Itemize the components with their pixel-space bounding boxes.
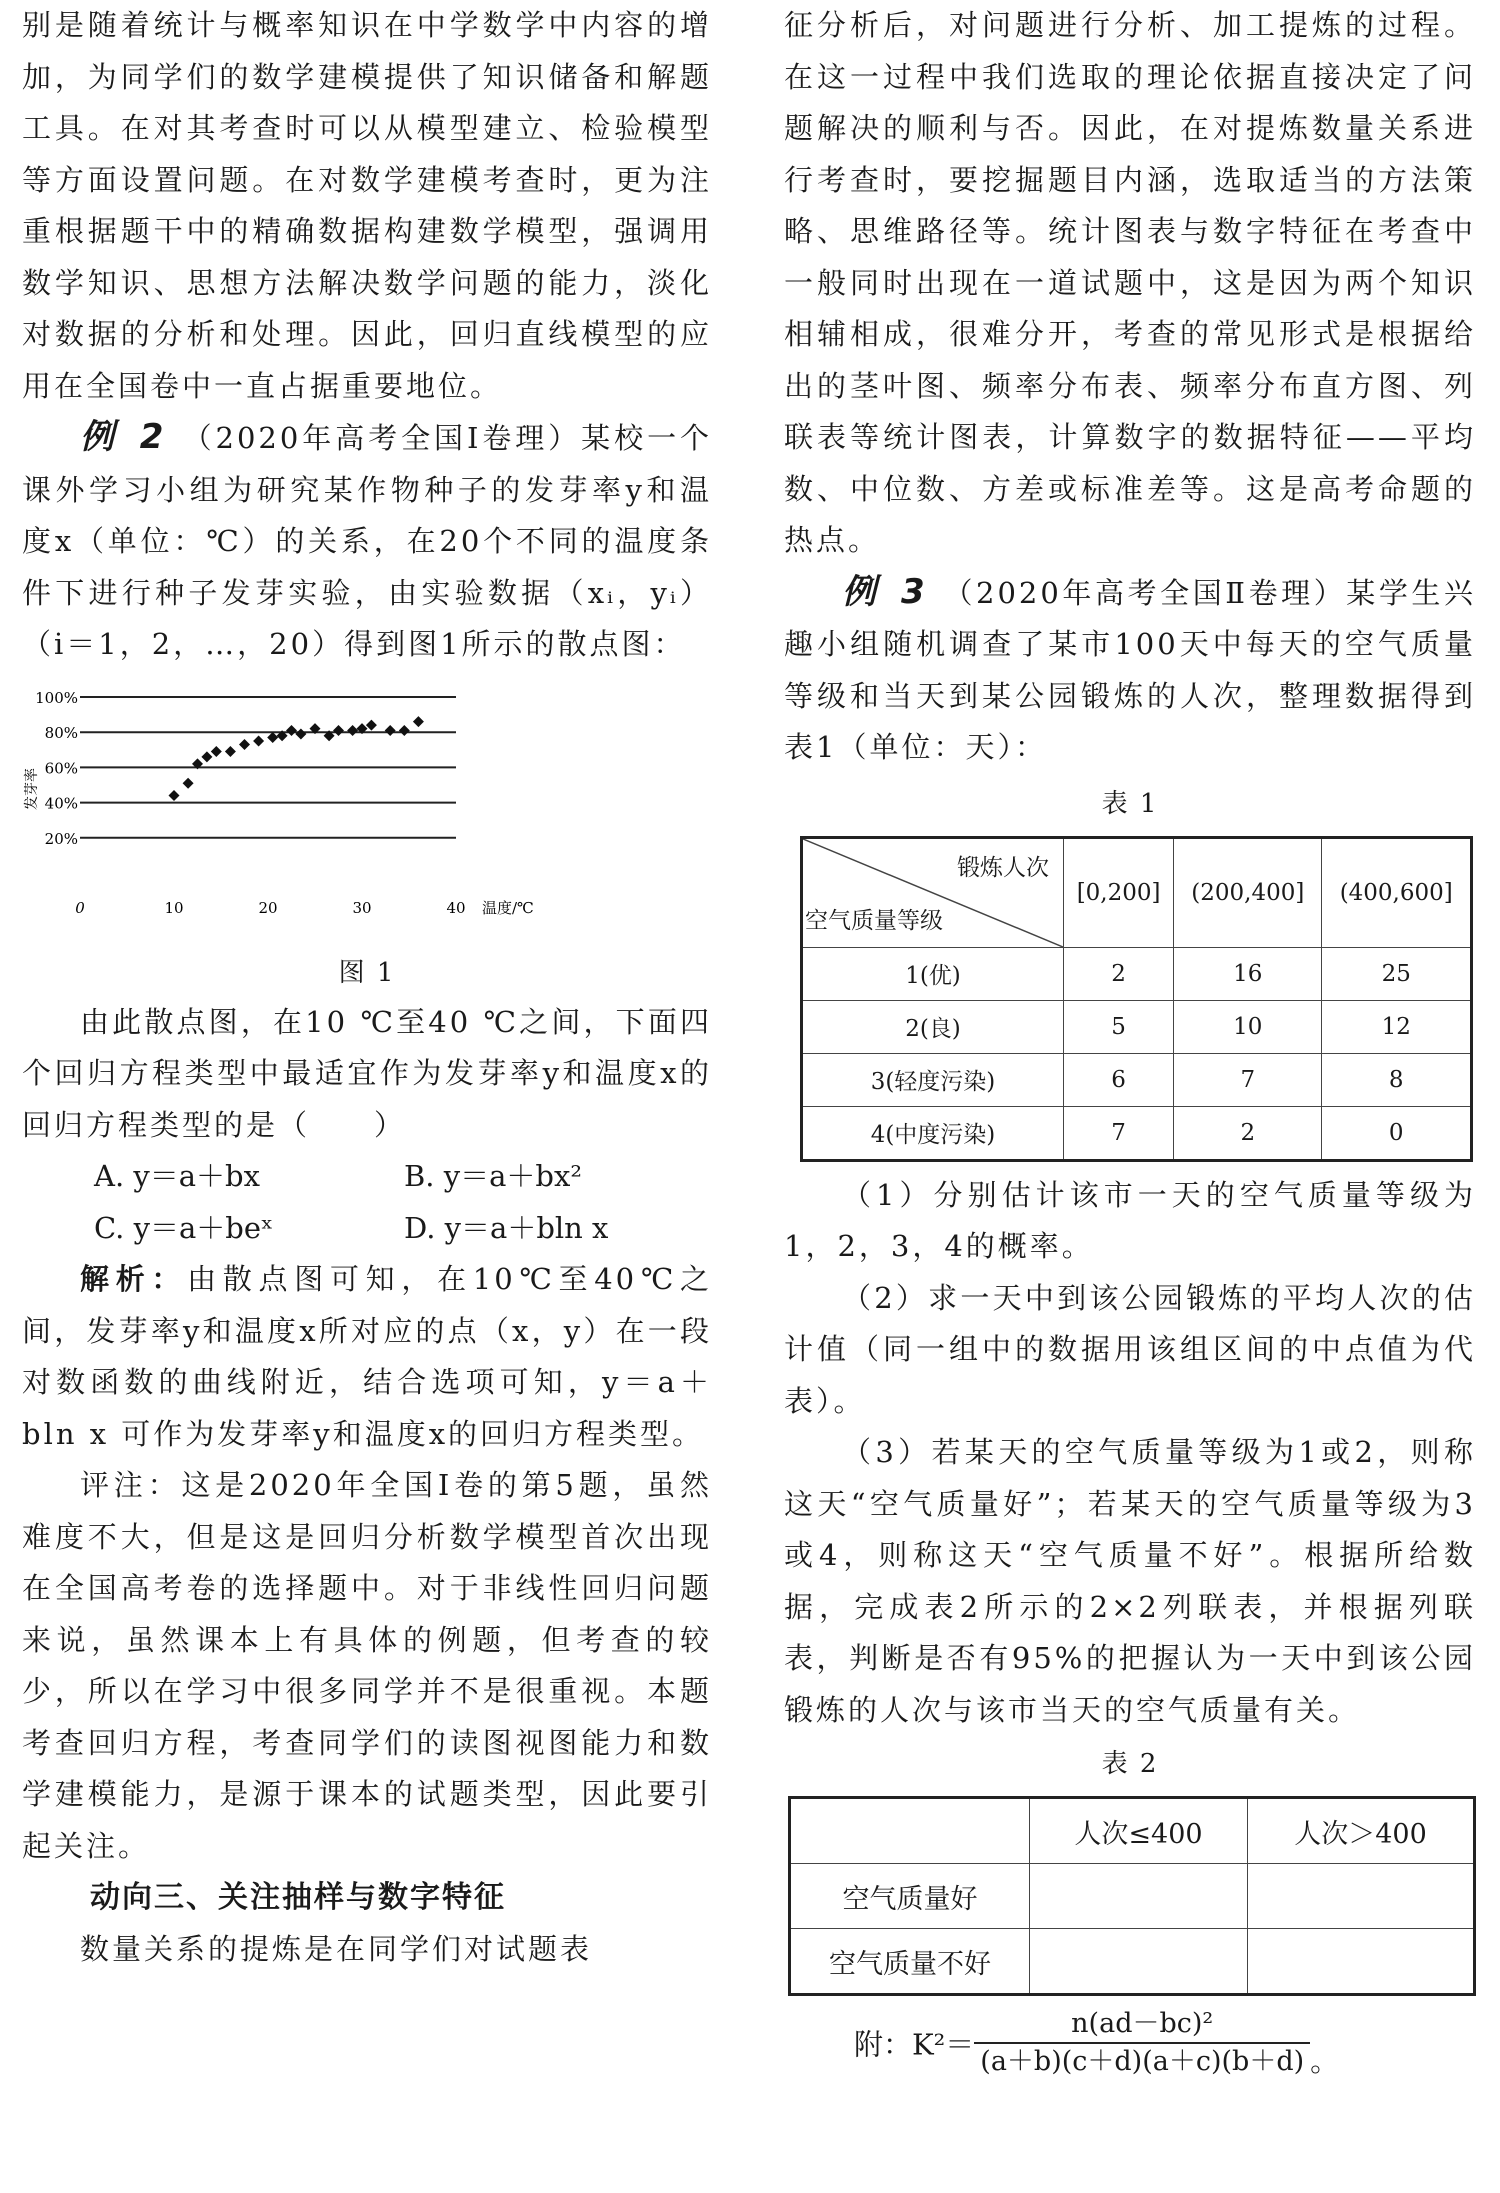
y-tick-label: 40% [44, 794, 78, 813]
scatter-plot-svg [22, 687, 722, 941]
table-row [802, 947, 1472, 1000]
formula [784, 2006, 1476, 2080]
formula-suffix: 。 [1310, 2044, 1340, 2078]
table-header-cell: [0,200] [1064, 837, 1174, 947]
table-row [790, 1798, 1475, 1864]
table-cell: 5 [1064, 1000, 1174, 1053]
data-point [286, 724, 297, 735]
table-cell: 7 [1064, 1106, 1174, 1160]
example-text: （2020年高考全国Ⅱ卷理）某学生兴趣小组随机调查了某市100天中每天的空气质量等级和当天到某公园锻炼的人次，整理数据得到表1（单位：天）： [784, 575, 1477, 764]
options [22, 1151, 712, 1254]
question-3: （3）若某天的空气质量等级为1或2，则称这天“空气质量好”；若某天的空气质量等级为3或4，则称这天“空气质量不好”。根据所给数据，完成表2所示的2×2列联表，并根据列联表，判断是否有95%的把握认为一天中到该公园锻炼的人次与该市当天的空气质量有关。 [784, 1435, 1476, 1727]
left-column [22, 0, 712, 1976]
x-tick-label: 20 [258, 898, 278, 917]
table-row [802, 1053, 1472, 1106]
table1-title: 表 1 [1101, 788, 1159, 819]
example-text: （2020年高考全国Ⅰ卷理）某校一个课外学习小组为研究某作物种子的发芽率y和温度x（单位：℃）的关系，在20个不同的温度条件下进行种子发芽实验，由实验数据（xᵢ，yᵢ）（i＝1，2，…，20）得到图1所示的散点图： [22, 421, 713, 661]
row-label: 2(良) [802, 1000, 1064, 1053]
corner-top-label: 锻炼人次 [957, 854, 1049, 881]
table-cell: 25 [1322, 947, 1472, 1000]
table-row [802, 1000, 1472, 1053]
data-point [267, 731, 278, 742]
table-cell: 2 [1174, 1106, 1322, 1160]
option-c: C. y＝a＋beˣ [94, 1210, 274, 1245]
x-tick-label: 10 [164, 898, 184, 917]
formula-numerator: n(ad－bc)² [974, 2006, 1310, 2044]
data-point [211, 746, 222, 757]
table-cell [1030, 1864, 1248, 1929]
data-point [253, 735, 264, 746]
y-tick-label: 60% [44, 758, 78, 777]
data-point [295, 728, 306, 739]
paragraph: 由此散点图，在10 ℃至40 ℃之间，下面四个回归方程类型中最适宜作为发芽率y和温度x的回归方程类型的是（ ） [22, 1004, 712, 1142]
table-corner [790, 1798, 1030, 1864]
table-row [802, 1106, 1472, 1160]
data-point [333, 724, 344, 735]
solution-text: 由散点图可知，在10℃至40℃之间，发芽率y和温度x所对应的点（x，y）在一段对数函数的曲线附近，结合选项可知，y＝a＋bln x 可作为发芽率y和温度x的回归方程类型。 [22, 1262, 712, 1451]
row-label: 3(轻度污染) [802, 1053, 1064, 1106]
corner-bottom-label: 空气质量等级 [805, 907, 943, 934]
formula-prefix: 附：K²＝ [854, 2027, 975, 2062]
question-1: （1）分别估计该市一天的空气质量等级为1，2，3，4的概率。 [784, 1177, 1476, 1263]
table-cell [1248, 1929, 1475, 1995]
data-point [225, 746, 236, 757]
option-d: D. y＝a＋bln x [404, 1210, 609, 1245]
solution [22, 1254, 712, 1460]
x-tick-label: 0 [75, 898, 85, 917]
table-row [790, 1864, 1475, 1929]
y-tick-label: 20% [44, 829, 78, 848]
example-3 [784, 567, 1476, 774]
right-column [784, 0, 1476, 2080]
data-point [239, 739, 250, 750]
comment: 评注：这是2020年全国Ⅰ卷的第5题，虽然难度不大，但是这是回归分析数学模型首次出现在全国高考卷的选择题中。对于非线性回归问题来说，虽然课本上有具体的例题，但考查的较少，所以在学习中很多同学并不是很重视。本题考查回归方程，考查同学们的读图视图能力和数学建模能力，是源于课本的试题类型，因此要引起关注。 [22, 1468, 712, 1863]
table-cell: 12 [1322, 1000, 1472, 1053]
row-label: 空气质量不好 [790, 1929, 1030, 1995]
table-header-cell: 人次＞400 [1248, 1798, 1475, 1864]
solution-label: 解析： [80, 1262, 188, 1296]
section-heading: 动向三、关注抽样与数字特征 [90, 1880, 506, 1915]
data-point [183, 777, 194, 788]
table-cell: 2 [1064, 947, 1174, 1000]
example-2 [22, 412, 712, 671]
table-cell: 0 [1322, 1106, 1472, 1160]
x-tick-label: 30 [352, 898, 372, 917]
example-label: 例 3 [842, 571, 931, 612]
option-a: A. y＝a＋bx [94, 1159, 260, 1193]
y-tick-label: 80% [44, 723, 78, 742]
table-cell: 16 [1174, 947, 1322, 1000]
data-point [413, 716, 424, 727]
formula-fraction [974, 2006, 1310, 2080]
data-point [399, 724, 410, 735]
table-cell [1030, 1929, 1248, 1995]
table-cell: 7 [1174, 1053, 1322, 1106]
scatter-chart [22, 687, 722, 941]
data-point [201, 751, 212, 762]
row-label: 4(中度污染) [802, 1106, 1064, 1160]
paragraph: 别是随着统计与概率知识在中学数学中内容的增加，为同学们的数学建模提供了知识储备和解题工具。在对其考查时可以从模型建立、检验模型等方面设置问题。在对数学建模考查时，更为注重根据题干中的精确数据构建数学模型，强调用数学知识、思想方法解决数学问题的能力，淡化对数据的分析和处理。因此，回归直线模型的应用在全国卷中一直占据重要地位。 [22, 8, 712, 403]
x-axis-label: 温度/℃ [482, 898, 534, 917]
question-2: （2）求一天中到该公园锻炼的平均人次的估计值（同一组中的数据用该组区间的中点值为代表）。 [784, 1280, 1476, 1418]
row-label: 空气质量好 [790, 1864, 1030, 1929]
table-header-cell: (200,400] [1174, 837, 1322, 947]
table-cell [1248, 1864, 1475, 1929]
table-row [790, 1929, 1475, 1995]
table-cell: 10 [1174, 1000, 1322, 1053]
option-b: B. y＝a＋bx² [404, 1159, 582, 1193]
example-label: 例 2 [80, 417, 170, 457]
paragraph: 征分析后，对问题进行分析、加工提炼的过程。在这一过程中我们选取的理论依据直接决定了问题解决的顺利与否。因此，在对提炼数量关系进行考查时，要挖掘题目内涵，选取适当的方法策略、思维路径等。统计图表与数字特征在考查中一般同时出现在一道试题中，这是因为两个知识相辅相成，很难分开，考查的常见形式是根据给出的茎叶图、频率分布表、频率分布直方图、列联表等统计图表，计算数字的数据特征——平均数、中位数、方差或标准差等。这是高考命题的热点。 [784, 8, 1476, 557]
y-axis-label: 发芽率 [24, 767, 40, 810]
figure-caption: 图 1 [338, 957, 396, 988]
table-cell: 6 [1064, 1053, 1174, 1106]
table-header-cell: (400,600] [1322, 837, 1472, 947]
y-tick-label: 100% [35, 688, 78, 707]
data-point [385, 724, 396, 735]
x-tick-label: 40 [446, 898, 466, 917]
paragraph: 数量关系的提炼是在同学们对试题表 [80, 1932, 593, 1966]
formula-denominator: (a＋b)(c＋d)(a＋c)(b＋d) [980, 2046, 1305, 2077]
table-cell: 8 [1322, 1053, 1472, 1106]
table2-title: 表 2 [1101, 1749, 1159, 1779]
data-point [347, 724, 358, 735]
table-2 [788, 1796, 1476, 1996]
data-point [366, 719, 377, 730]
table-header-cell: 人次≤400 [1030, 1798, 1248, 1864]
data-point [169, 790, 180, 801]
table-corner [802, 837, 1064, 947]
table-1 [800, 836, 1473, 1162]
row-label: 1(优) [802, 947, 1064, 1000]
